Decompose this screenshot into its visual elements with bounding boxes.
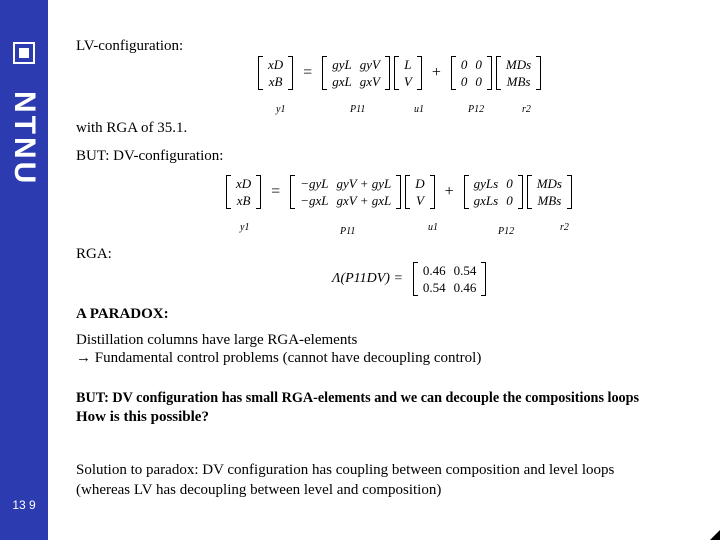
lv-p11-matrix: gyL gyV gxL gxV bbox=[322, 56, 390, 90]
rga-matrix: 0.46 0.54 0.54 0.46 bbox=[413, 262, 487, 296]
dv-label-r2: r2 bbox=[560, 222, 569, 233]
dv-label-p11: P11 bbox=[340, 226, 356, 237]
but-dv-text: BUT: DV-configuration: bbox=[76, 148, 224, 164]
lv-label-r2: r2 bbox=[522, 104, 531, 115]
lv-label-u1: u1 bbox=[414, 104, 424, 115]
dv-label-y1: y1 bbox=[240, 222, 250, 233]
lv-y-vector: xD xB bbox=[258, 56, 293, 90]
lv-title: LV-configuration: bbox=[76, 38, 184, 54]
solution-line-1: Solution to paradox: DV configuration has coupling between composition and level loops bbox=[76, 462, 615, 478]
how-possible: How is this possible? bbox=[76, 409, 209, 425]
lv-label-p11: P11 bbox=[350, 104, 366, 115]
dv-label-u1: u1 bbox=[428, 222, 438, 233]
brand-name: NTNU bbox=[8, 91, 41, 187]
dv-y-vector: xD xB bbox=[226, 175, 261, 209]
solution-line-2: (whereas LV has decoupling between level and composition) bbox=[76, 482, 442, 498]
rga-lhs: Λ(P11DV) = bbox=[332, 271, 403, 286]
slide-content bbox=[48, 0, 720, 540]
dv-p11-matrix: −gyL gyV + gyL −gxL gxV + gxL bbox=[290, 175, 401, 209]
rga-lv-text: with RGA of 35.1. bbox=[76, 120, 188, 136]
paradox-line-2: → Fundamental control problems (cannot have decoupling control) bbox=[76, 350, 482, 366]
corner-mark bbox=[710, 530, 720, 540]
lv-p12-matrix: 0 0 0 0 bbox=[451, 56, 492, 90]
rga-equation bbox=[326, 262, 486, 296]
dv-r-vector: MDs MBs bbox=[527, 175, 572, 209]
lv-r-vector: MDs MBs bbox=[496, 56, 541, 90]
page-number: 13 9 bbox=[12, 498, 36, 512]
lv-equation: xD xB = gyL gyV gxL gxV L V + 0 0 0 0 MDs MBs bbox=[258, 56, 541, 90]
dv-equation: xD xB = −gyL gyV + gyL −gxL gxV + gxL D V + gyLs 0 gxLs 0 MDs MBs bbox=[226, 175, 572, 209]
dv-u-vector: D V bbox=[405, 175, 434, 209]
sidebar bbox=[0, 0, 48, 540]
ntnu-logo-icon bbox=[13, 42, 35, 64]
lv-label-y1: y1 bbox=[276, 104, 286, 115]
lv-u-vector: L V bbox=[394, 56, 422, 90]
lv-label-p12: P12 bbox=[468, 104, 485, 115]
dv-label-p12: P12 bbox=[498, 226, 515, 237]
but-dv-small: BUT: DV configuration has small RGA-elements and we can decouple the compositions loops bbox=[76, 390, 640, 406]
paradox-title: A PARADOX: bbox=[76, 306, 169, 322]
dv-p12-matrix: gyLs 0 gxLs 0 bbox=[464, 175, 523, 209]
rga-label: RGA: bbox=[76, 246, 112, 262]
paradox-line-1: Distillation columns have large RGA-elements bbox=[76, 332, 358, 348]
